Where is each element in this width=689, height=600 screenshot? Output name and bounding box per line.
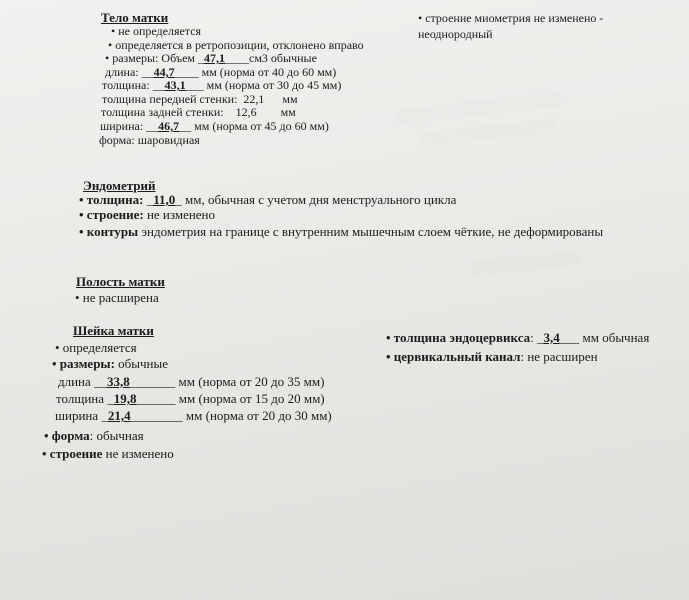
uterus-not-detected: • не определяется bbox=[111, 24, 202, 38]
uterus-length-line: длина: __44,7____ мм (норма от 40 до 60 мм) bbox=[105, 65, 337, 79]
endometrium-thickness-line: • толщина: _11,0_ мм, обычная с учетом дня менструального цикла bbox=[79, 192, 457, 207]
cervix-width-value: 21,4 bbox=[107, 408, 131, 423]
bleed-through-text: ░░░░░░░░░░░░░░░░░░ bbox=[394, 91, 562, 124]
uterus-width-value: 46,7 bbox=[158, 119, 180, 133]
endocervix-thickness-value: 3,4 bbox=[543, 330, 560, 345]
uterus-width-line: ширина: __46,7__ мм (норма от 45 до 60 мм) bbox=[100, 119, 329, 133]
cervix-structure-line: • строение не изменено bbox=[42, 446, 174, 461]
cervix-thickness-value: 19,8 bbox=[113, 391, 137, 406]
uterus-volume-line: • размеры: Объем _47,1____см3 обычные bbox=[105, 51, 317, 65]
bleed-through-text: ░░░░░░░░░░░░ bbox=[469, 249, 581, 276]
endometrium-contour-line: • контуры эндометрия на границе с внутренним мышечным слоем чёткие, не деформированы bbox=[79, 224, 604, 239]
endocervix-thickness-line: • толщина эндоцервикса: _3,4___ мм обычная bbox=[386, 330, 650, 345]
uterus-thickness-line: толщина: __43,1___ мм (норма от 30 до 45 мм) bbox=[102, 78, 342, 92]
front-wall-line: толщина передней стенки: 22,1 мм bbox=[102, 92, 298, 106]
cervical-canal-line: • цервикальный канал: не расширен bbox=[386, 349, 598, 364]
endometrium-heading: Эндометрий bbox=[83, 178, 156, 193]
cervix-heading: Шейка матки bbox=[73, 323, 154, 338]
bleed-through-text: ░░░░░░░░░░░░░░░ bbox=[419, 116, 559, 147]
cervix-sizes-line: • размеры: обычные bbox=[52, 356, 169, 371]
uterus-volume-value: 47,1 bbox=[204, 51, 226, 65]
cervix-form-line: • форма: обычная bbox=[44, 428, 144, 443]
uterus-heading: Тело матки bbox=[101, 10, 169, 25]
cervix-thickness-line: толщина _19,8______ мм (норма от 15 до 20 мм) bbox=[56, 391, 325, 406]
back-wall-line: толщина задней стенки: 12,6 мм bbox=[101, 105, 296, 119]
cervix-length-value: 33,8 bbox=[107, 374, 130, 389]
cavity-not-dilated: • не расширена bbox=[75, 290, 159, 305]
myometrium-line-2: неоднородный bbox=[418, 27, 493, 41]
uterus-length-value: 44,7 bbox=[153, 65, 175, 79]
endometrium-thickness-value: 11,0 bbox=[153, 192, 176, 207]
cervix-detected: • определяется bbox=[55, 340, 137, 355]
cavity-heading: Полость матки bbox=[76, 274, 165, 289]
cervix-length-line: длина __33,8_______ мм (норма от 20 до 35 мм) bbox=[58, 374, 325, 389]
cervix-width-line: ширина _21,4________ мм (норма от 20 до 30 мм) bbox=[55, 408, 332, 423]
uterus-thickness-value: 43,1 bbox=[164, 78, 186, 92]
endometrium-structure-line: • строение: не изменено bbox=[79, 207, 216, 222]
uterus-position: • определяется в ретропозиции, отклонено вправо bbox=[108, 38, 364, 52]
uterus-shape-line: форма: шаровидная bbox=[99, 133, 200, 147]
myometrium-line-1: • строение миометрия не изменено - bbox=[418, 11, 604, 25]
